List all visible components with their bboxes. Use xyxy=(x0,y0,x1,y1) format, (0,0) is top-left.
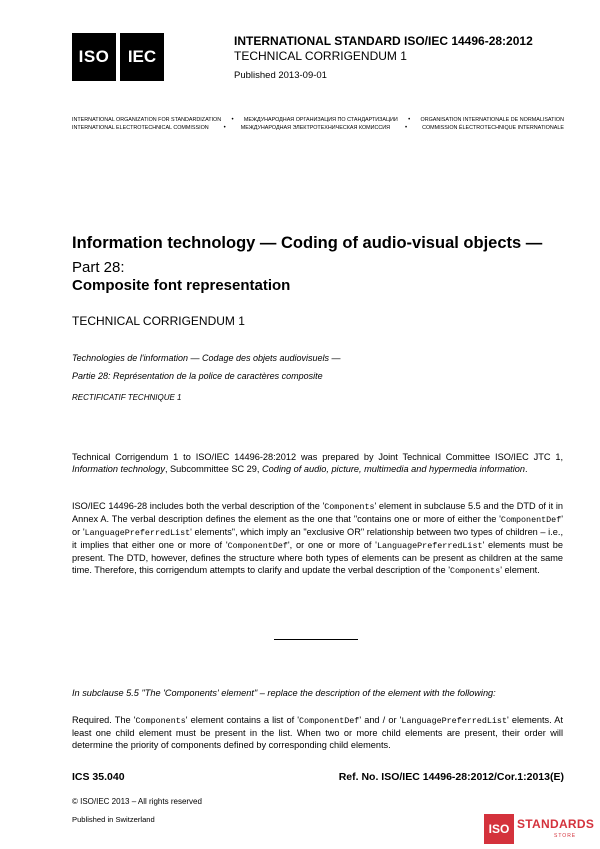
bullet: • xyxy=(231,117,234,123)
published-in: Published in Switzerland xyxy=(72,815,155,824)
replacement-text-paragraph: Required. The 'Components' element contains a list of 'ComponentDef' and / or 'LanguagePreferredList' elements. At least one child element must be present in the list. When two or more child elements are present, their order will determine the priority of components defined by corresponding child elements. xyxy=(72,715,563,750)
standard-title: INTERNATIONAL STANDARD ISO/IEC 14496-28:2012 xyxy=(234,34,533,48)
iec-logo-mark: IEC xyxy=(120,33,164,81)
bullet: • xyxy=(405,125,408,131)
org-name: МЕЖДУНАРОДНАЯ ЭЛЕКТРОТЕХНИЧЕСКАЯ КОМИССИЯ xyxy=(240,125,391,131)
org-names-row-1 xyxy=(72,117,564,123)
copyright-notice: © ISO/IEC 2013 – All rights reserved xyxy=(72,797,202,806)
document-title: Information technology — Coding of audio-visual objects — xyxy=(72,234,543,252)
french-part-title: Partie 28: Représentation de la police de caractères composite xyxy=(72,371,323,381)
section-divider xyxy=(274,639,358,640)
org-name: INTERNATIONAL ELECTROTECHNICAL COMMISSION xyxy=(72,125,209,131)
bullet: • xyxy=(408,117,411,123)
published-date: Published 2013-09-01 xyxy=(234,70,327,81)
org-names-row-2 xyxy=(72,125,564,131)
foreword-paragraph: Technical Corrigendum 1 to ISO/IEC 14496-28:2012 was prepared by Joint Technical Committee ISO/IEC JTC 1, Information technology, Subcommittee SC 29, Coding of audio, picture, multimedia and hypermedia information. xyxy=(72,452,563,474)
iso-iec-logo xyxy=(72,33,164,81)
ics-code: ICS 35.040 xyxy=(72,771,125,783)
rationale-paragraph: ISO/IEC 14496-28 includes both the verbal description of the 'Components' element in subclause 5.5 and the DTD of it in Annex A. The verbal description defines the element as the one that "contains one or more of either the 'ComponentDef' or 'LanguagePreferredList' elements", which imply an "exclusive OR" relationship between two types of children – i.e., it implies that either one or more of 'ComponentDef', or one or more of 'LanguagePreferredList' elements must be present. The DTD, however, defines the structure where both types of elements can be present as children at the same time. Therefore, this corrigendum attempts to clarify and update the verbal description of the 'Components' element. xyxy=(72,501,564,576)
technical-corrigendum-label: TECHNICAL CORRIGENDUM 1 xyxy=(72,314,245,328)
amendment-instruction: In subclause 5.5 "The 'Components' element" – replace the description of the element with the following: xyxy=(72,688,496,698)
part-title: Composite font representation xyxy=(72,277,291,294)
store-wordmark: STANDARDS xyxy=(517,817,595,831)
iso-logo-mark: ISO xyxy=(72,33,116,81)
org-name: ORGANISATION INTERNATIONALE DE NORMALISATION xyxy=(420,117,564,123)
iso-standards-store-watermark xyxy=(484,812,600,849)
french-corrigendum-label: RECTIFICATIF TECHNIQUE 1 xyxy=(72,393,182,402)
bullet: • xyxy=(223,125,226,131)
org-name: МЕЖДУНАРОДНАЯ ОРГАНИЗАЦИЯ ПО СТАНДАРТИЗАЦИИ xyxy=(243,117,398,123)
store-logo-mark: ISO xyxy=(484,814,514,844)
store-subtitle: STORE xyxy=(554,833,577,839)
french-title: Technologies de l'information — Codage des objets audiovisuels — xyxy=(72,353,341,363)
corrigendum-title: TECHNICAL CORRIGENDUM 1 xyxy=(234,49,407,63)
org-name: COMMISSION ÉLECTROTECHNIQUE INTERNATIONALE xyxy=(422,125,564,131)
part-number: Part 28: xyxy=(72,259,125,276)
reference-number: Ref. No. ISO/IEC 14496-28:2012/Cor.1:2013(E) xyxy=(338,771,564,783)
org-name: INTERNATIONAL ORGANIZATION FOR STANDARDIZATION xyxy=(72,117,222,123)
